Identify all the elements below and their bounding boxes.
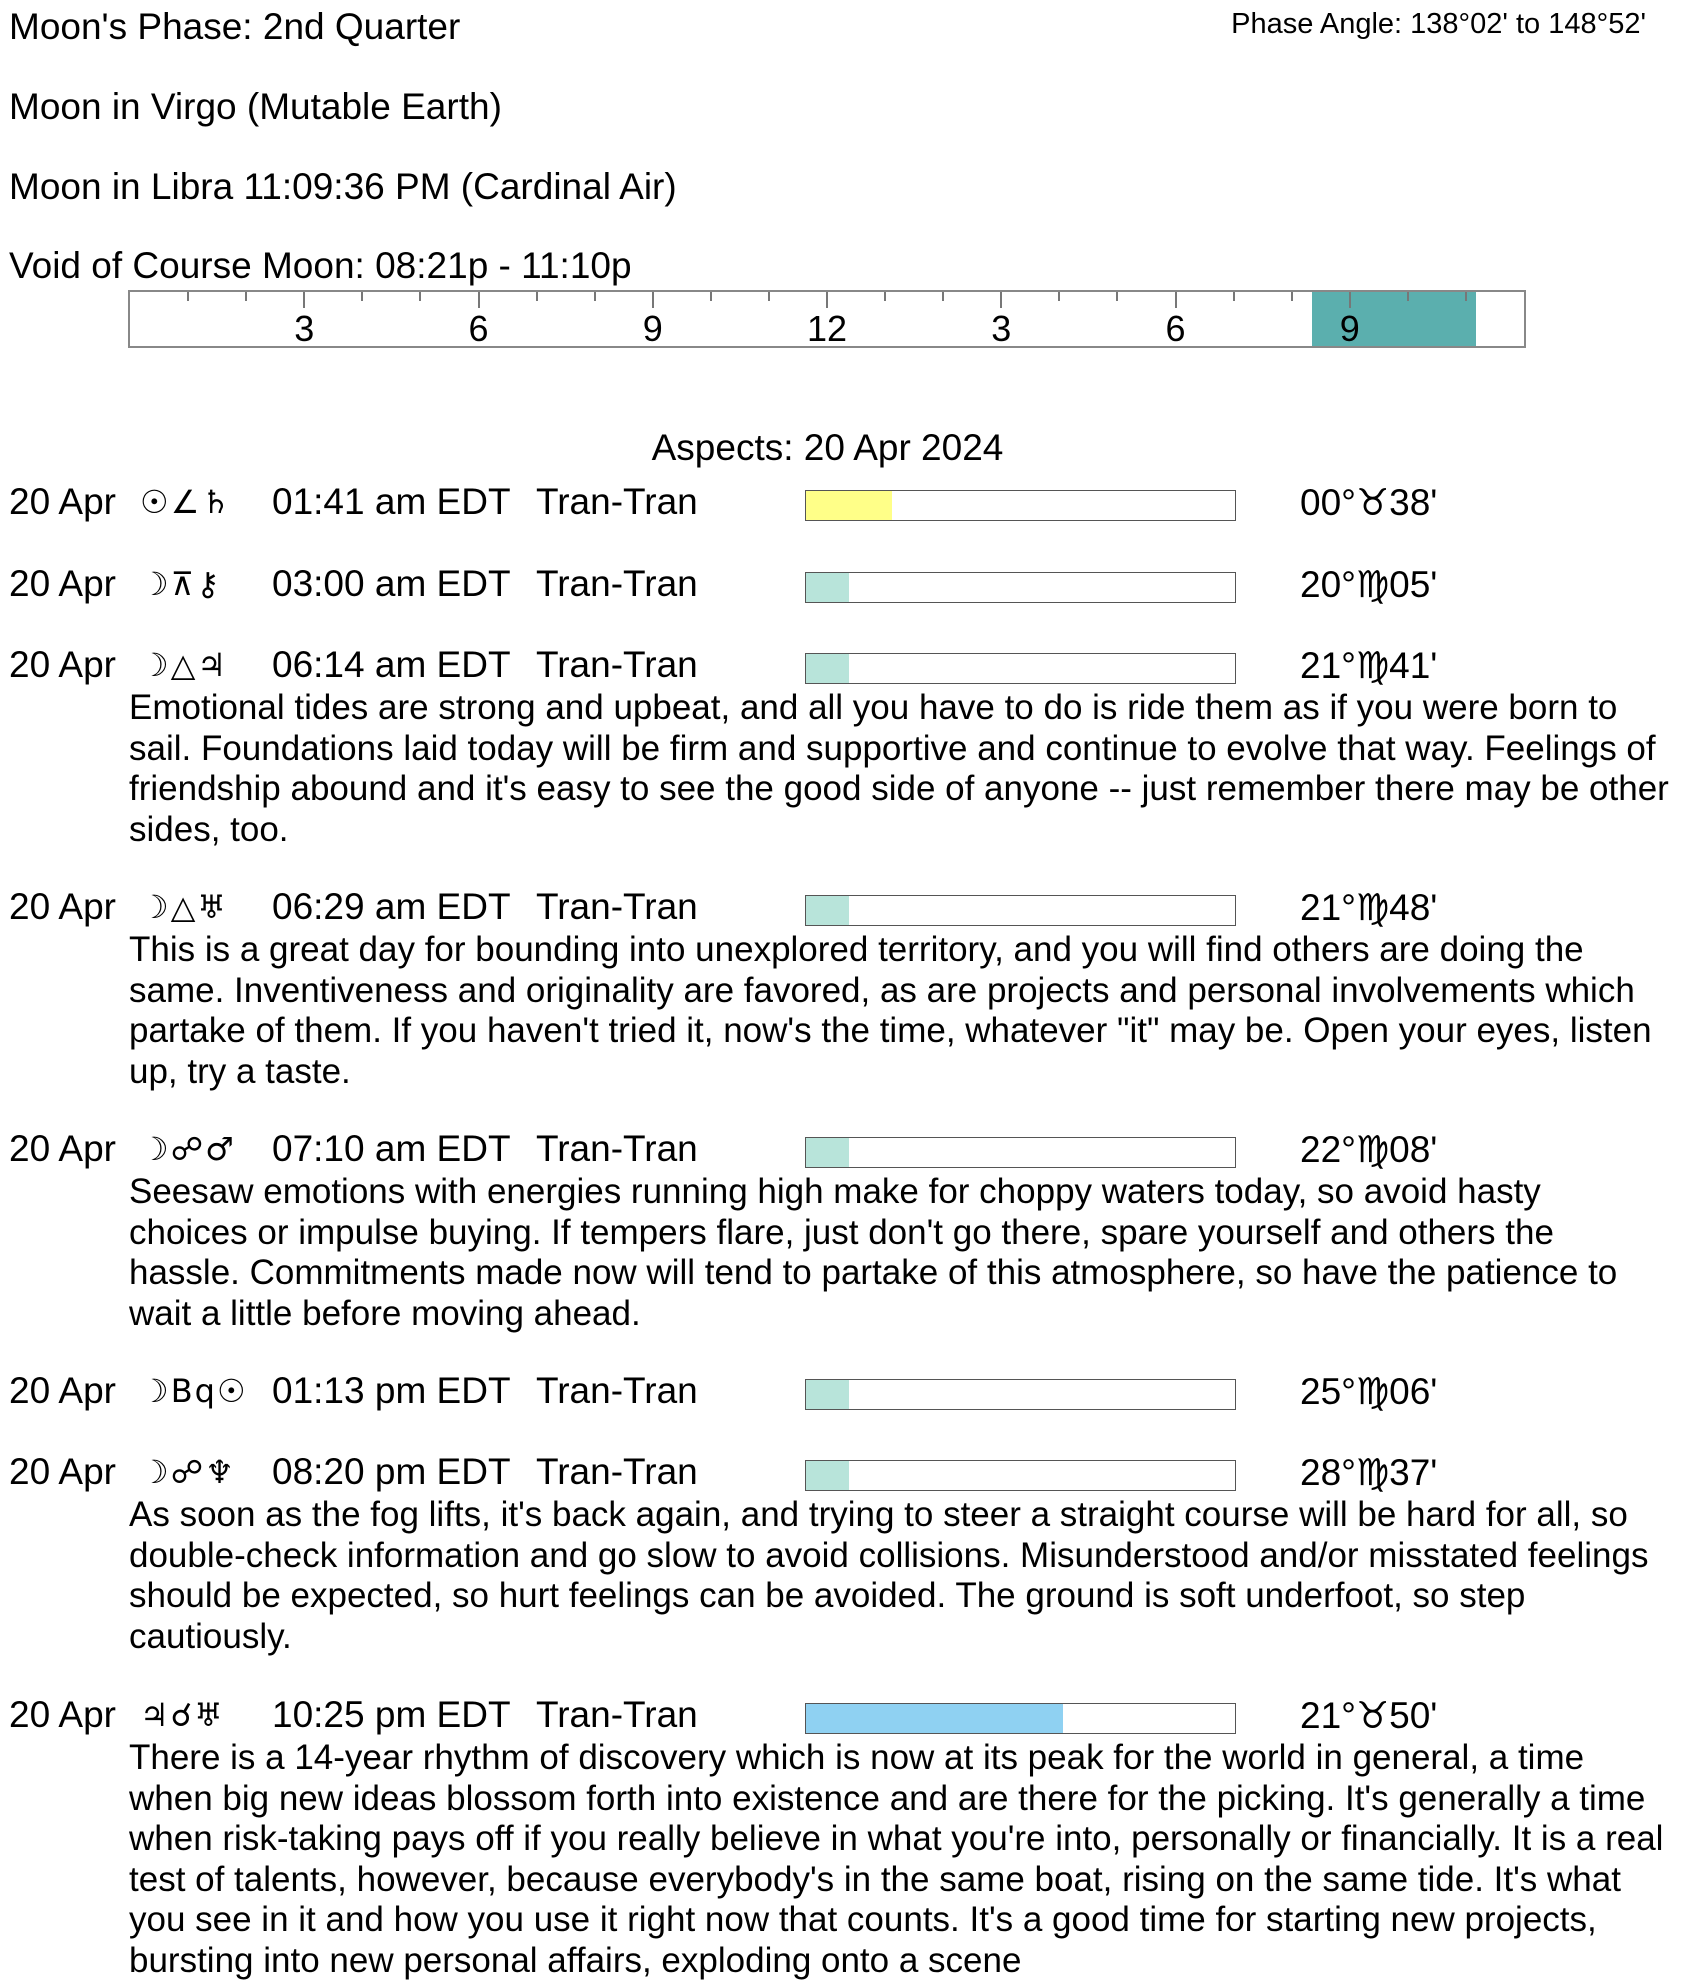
aspect-symbols-icon: ☽△♃: [140, 646, 228, 684]
timeline-tick: [1349, 292, 1351, 308]
timeline-tick: [768, 292, 770, 301]
aspect-symbols-icon: ☽△♅: [140, 888, 228, 926]
aspect-strength-bar: [805, 490, 1236, 521]
aspect-type: Tran-Tran: [536, 886, 698, 927]
aspect-date: 20 Apr: [9, 1694, 116, 1735]
aspect-strength-bar: [805, 1703, 1236, 1734]
aspect-date: 20 Apr: [9, 1128, 116, 1169]
timeline-tick: [1465, 292, 1467, 301]
aspect-time: 06:29 am EDT: [272, 886, 511, 927]
aspect-date: 20 Apr: [9, 1451, 116, 1492]
aspect-symbols-icon: ♃☌♅: [140, 1696, 225, 1734]
moon-sign: Moon in Virgo (Mutable Earth): [9, 86, 502, 127]
moon-phase: Moon's Phase: 2nd Quarter: [9, 6, 461, 47]
aspect-description: As soon as the fog lifts, it's back again, and trying to steer a straight course will be hard for all, so double-check information and go slow to avoid collisions. Misunderstood and/or misstated feelings should be expected, so hurt feelings can be avoided. The ground is soft underfoot, so step cautiously.: [129, 1495, 1649, 1656]
timeline-tick: [1175, 292, 1177, 308]
timeline-tick: [942, 292, 944, 301]
aspect-position: 21°♉50': [1300, 1695, 1438, 1736]
timeline-hour-label: 3: [991, 308, 1012, 348]
aspect-date: 20 Apr: [9, 563, 116, 604]
aspect-time: 07:10 am EDT: [272, 1128, 511, 1169]
aspect-position: 22°♍08': [1300, 1129, 1438, 1170]
aspect-symbols-icon: ☽☍♆: [140, 1453, 236, 1491]
aspect-row: [0, 1694, 1686, 1742]
aspect-time: 01:13 pm EDT: [272, 1370, 511, 1411]
aspect-position: 21°♍41': [1300, 645, 1438, 686]
aspect-row: [0, 563, 1686, 611]
timeline-tick: [594, 292, 596, 301]
aspect-strength-fill: [806, 1704, 1063, 1733]
phase-angle: Phase Angle: 138°02' to 148°52': [1231, 8, 1646, 40]
aspect-strength-bar: [805, 1137, 1236, 1168]
aspect-strength-fill: [806, 1380, 849, 1409]
timeline-tick: [884, 292, 886, 301]
void-of-course-highlight: [1312, 292, 1476, 346]
timeline-tick: [361, 292, 363, 301]
timeline-tick: [1058, 292, 1060, 301]
aspect-strength-bar: [805, 653, 1236, 684]
timeline-hour-label: 3: [294, 308, 315, 348]
timeline-hour-label: 9: [1339, 308, 1360, 348]
timeline-hour-label: 6: [468, 308, 489, 348]
aspect-strength-bar: [805, 572, 1236, 603]
aspect-type: Tran-Tran: [536, 1370, 698, 1411]
moon-ingress: Moon in Libra 11:09:36 PM (Cardinal Air): [9, 166, 677, 207]
aspect-type: Tran-Tran: [536, 1128, 698, 1169]
timeline-tick: [478, 292, 480, 308]
void-of-course-moon: Void of Course Moon: 08:21p - 11:10p: [9, 245, 632, 286]
aspect-strength-fill: [806, 491, 892, 520]
day-timeline: [128, 290, 1526, 348]
aspect-description: This is a great day for bounding into unexplored territory, and you will find others are doing the same. Inventiveness and originality are favored, as are projects and personal involvements which partake of them. If you haven't tried it, now's the time, whatever "it" may be. Open your eyes, listen up, try a taste.: [129, 930, 1652, 1091]
aspect-strength-fill: [806, 896, 849, 925]
aspect-row: [0, 1451, 1686, 1499]
timeline-hour-label: 6: [1165, 308, 1186, 348]
aspect-strength-bar: [805, 1379, 1236, 1410]
aspect-description: There is a 14-year rhythm of discovery which is now at its peak for the world in general, a time when big new ideas blossom forth into existence and are there for the picking. It's generally a time when risk-taking pays off if you really believe in what you're into, personally or financially. It is a real test of talents, however, because everybody's in the same boat, rising on the same tide. It's what you see in it and how you use it right now that counts. It's a good time for starting new projects, bursting into new personal affairs, exploding onto a scene: [129, 1738, 1664, 1980]
aspect-position: 21°♍48': [1300, 887, 1438, 928]
aspect-position: 28°♍37': [1300, 1452, 1438, 1493]
timeline-tick: [1407, 292, 1409, 301]
aspect-date: 20 Apr: [9, 481, 116, 522]
aspect-strength-fill: [806, 573, 849, 602]
aspect-date: 20 Apr: [9, 1370, 116, 1411]
timeline-tick: [1000, 292, 1002, 308]
aspect-time: 10:25 pm EDT: [272, 1694, 511, 1735]
aspect-strength-fill: [806, 654, 849, 683]
aspect-strength-bar: [805, 1460, 1236, 1491]
aspect-strength-bar: [805, 895, 1236, 926]
aspect-row: [0, 1128, 1686, 1176]
aspect-symbols-icon: ☽☍♂: [140, 1130, 236, 1168]
timeline-tick: [303, 292, 305, 308]
timeline-tick: [419, 292, 421, 301]
timeline-hour-label: 12: [806, 308, 848, 348]
aspect-description: Seesaw emotions with energies running high make for choppy waters today, so avoid hasty choices or impulse buying. If tempers flare, just don't go there, spare yourself and others the hassle. Commitments made now will tend to partake of this atmosphere, so have the patience to wait a little before moving ahead.: [129, 1172, 1618, 1333]
timeline-tick: [1291, 292, 1293, 301]
timeline-tick: [652, 292, 654, 308]
timeline-tick: [1116, 292, 1118, 301]
aspect-time: 06:14 am EDT: [272, 644, 511, 685]
aspect-row: [0, 644, 1686, 692]
aspect-date: 20 Apr: [9, 886, 116, 927]
aspect-type: Tran-Tran: [536, 644, 698, 685]
aspect-position: 00°♉38': [1300, 482, 1438, 523]
aspect-type: Tran-Tran: [536, 481, 698, 522]
aspect-position: 25°♍06': [1300, 1371, 1438, 1412]
aspect-type: Tran-Tran: [536, 563, 698, 604]
aspect-type: Tran-Tran: [536, 1694, 698, 1735]
aspects-title: Aspects: 20 Apr 2024: [651, 427, 1004, 468]
aspect-type: Tran-Tran: [536, 1451, 698, 1492]
aspect-date: 20 Apr: [9, 644, 116, 685]
timeline-tick: [536, 292, 538, 301]
timeline-tick: [1233, 292, 1235, 301]
aspect-symbols-icon: ☉∠♄: [140, 483, 233, 521]
aspect-symbols-icon: ☽⊼⚷: [140, 565, 222, 603]
timeline-hour-label: 9: [642, 308, 663, 348]
timeline-tick: [187, 292, 189, 301]
timeline-tick: [826, 292, 828, 308]
aspect-description: Emotional tides are strong and upbeat, and all you have to do is ride them as if you were born to sail. Foundations laid today will be firm and supportive and continue to evolve that way. Feelings of friendship abound and it's easy to see the good side of anyone -- just remember there may be other sides, too.: [129, 688, 1669, 849]
timeline-tick: [710, 292, 712, 301]
timeline-tick: [245, 292, 247, 301]
aspect-time: 03:00 am EDT: [272, 563, 511, 604]
aspect-time: 08:20 pm EDT: [272, 1451, 511, 1492]
aspect-position: 20°♍05': [1300, 564, 1438, 605]
aspect-time: 01:41 am EDT: [272, 481, 511, 522]
aspect-strength-fill: [806, 1138, 849, 1167]
aspect-symbols-icon: ☽Bq☉: [140, 1372, 248, 1410]
aspect-row: [0, 481, 1686, 529]
aspect-row: [0, 1370, 1686, 1418]
aspect-strength-fill: [806, 1461, 849, 1490]
aspect-row: [0, 886, 1686, 934]
